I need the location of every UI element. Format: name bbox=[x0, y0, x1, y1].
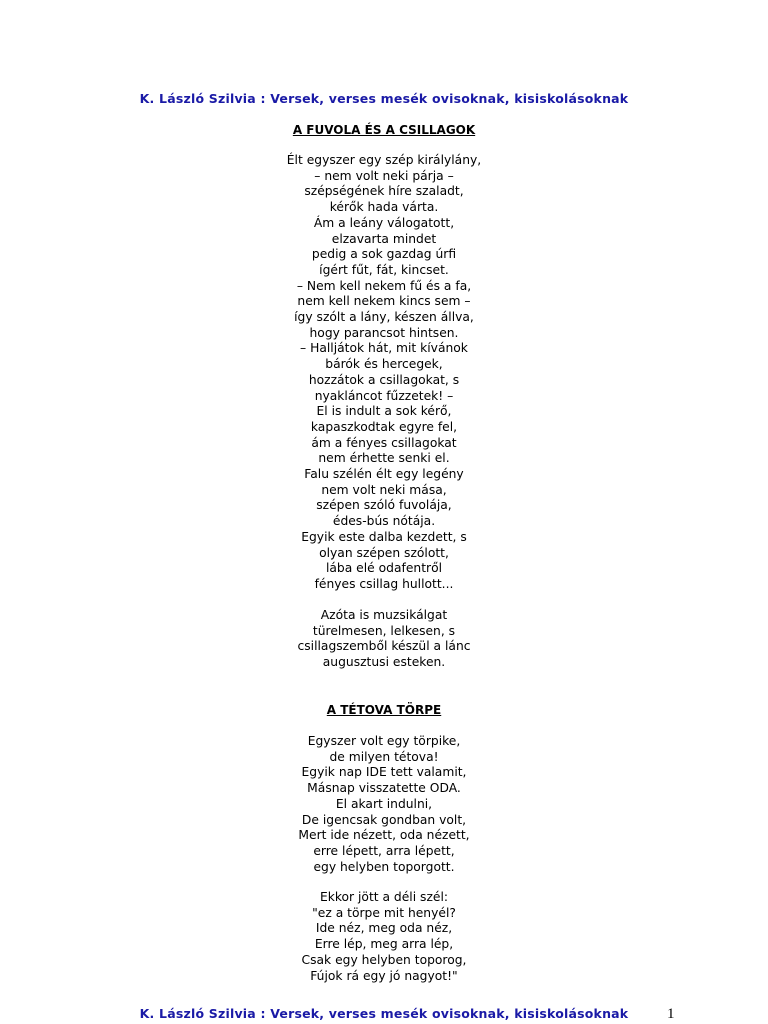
poem-stanza bbox=[0, 734, 768, 875]
poem-line: fényes csillag hullott... bbox=[314, 576, 454, 591]
poem-line: ám a fényes csillagokat bbox=[311, 435, 457, 450]
poem-line: Azóta is muzsikálgat bbox=[320, 608, 448, 622]
poem-line: Ám a leány válogatott, bbox=[313, 215, 455, 230]
poem-title: A FUVOLA ÉS A CSILLAGOK bbox=[292, 123, 476, 137]
poem-line: Élt egyszer egy szép királylány, bbox=[286, 153, 482, 167]
poem-line: Egyik este dalba kezdett, s bbox=[301, 529, 467, 544]
poem-stanza bbox=[0, 608, 768, 671]
poem-line: szépségének híre szaladt, bbox=[304, 184, 464, 199]
poem-line: így szólt a lány, készen állva, bbox=[294, 310, 474, 325]
page-header: K. László Szilvia : Versek, verses mesék ovisoknak, kisiskolásoknak bbox=[139, 91, 629, 106]
page-footer: K. László Szilvia : Versek, verses mesék ovisoknak, kisiskolásoknak bbox=[139, 1006, 629, 1021]
poem-line: egy helyben toporgott. bbox=[313, 859, 455, 874]
poem-line: Ekkor jött a déli szél: bbox=[319, 890, 449, 904]
page-number: 1 bbox=[667, 1006, 675, 1022]
poem-line: "ez a törpe mit henyél? bbox=[312, 905, 456, 920]
poem-stanza bbox=[0, 153, 768, 593]
poem-line: csillagszemből készül a lánc bbox=[297, 639, 471, 654]
poem-line: Fújok rá egy jó nagyot!" bbox=[310, 968, 458, 983]
poem-line: lába elé odafentről bbox=[325, 561, 443, 576]
poem-line: Csak egy helyben toporog, bbox=[301, 952, 467, 967]
poem-line: kérők hada várta. bbox=[329, 200, 439, 215]
poem-line: Másnap visszatette ODA. bbox=[307, 781, 461, 796]
poem-line: pedig a sok gazdag úrfi bbox=[311, 247, 457, 262]
poem-line: türelmesen, lelkesen, s bbox=[312, 623, 456, 638]
poem-line: Ide néz, meg oda néz, bbox=[315, 921, 453, 936]
poem-line: nem volt neki mása, bbox=[321, 482, 447, 497]
poem-line: hozzátok a csillagokat, s bbox=[308, 372, 460, 387]
poem-line: El is indult a sok kérő, bbox=[316, 404, 452, 419]
poem-line: erre lépett, arra lépett, bbox=[313, 843, 455, 858]
poem-line: – Nem kell nekem fű és a fa, bbox=[296, 278, 472, 293]
poem-line: Falu szélén élt egy legény bbox=[304, 467, 464, 482]
poem-line: augusztusi esteken. bbox=[322, 655, 446, 670]
poem-line: Erre lép, meg arra lép, bbox=[314, 937, 454, 952]
poem-line: szépen szóló fuvolája, bbox=[316, 498, 452, 513]
poem-line: – Halljátok hát, mit kívánok bbox=[300, 341, 468, 356]
poem-line: nem érhette senki el. bbox=[318, 451, 450, 466]
poem-line: de milyen tétova! bbox=[329, 749, 439, 764]
poem-line: Mert ide nézett, oda nézett, bbox=[298, 828, 470, 843]
poem-line: – nem volt neki párja – bbox=[314, 168, 454, 183]
poem-title: A TÉTOVA TÖRPE bbox=[326, 703, 442, 717]
poem-stanza bbox=[0, 890, 768, 984]
poem-line: elzavarta mindet bbox=[331, 231, 437, 246]
poem-line: olyan szépen szólott, bbox=[319, 545, 449, 560]
poem-line: Egyik nap IDE tett valamit, bbox=[301, 765, 467, 780]
poem-line: Egyszer volt egy törpike, bbox=[307, 734, 461, 748]
poem-line: De igencsak gondban volt, bbox=[301, 812, 467, 827]
poem-line: ígért fűt, fát, kincset. bbox=[319, 262, 449, 277]
poem-line: kapaszkodtak egyre fel, bbox=[310, 419, 458, 434]
poem-line: nyakláncot fűzzetek! – bbox=[314, 388, 454, 403]
poem-line: édes-bús nótája. bbox=[332, 514, 436, 529]
poem-line: bárók és hercegek, bbox=[325, 357, 443, 372]
poem-line: El akart indulni, bbox=[335, 796, 433, 811]
poem-line: hogy parancsot hintsen. bbox=[309, 325, 459, 340]
poem-line: nem kell nekem kincs sem – bbox=[297, 294, 471, 309]
